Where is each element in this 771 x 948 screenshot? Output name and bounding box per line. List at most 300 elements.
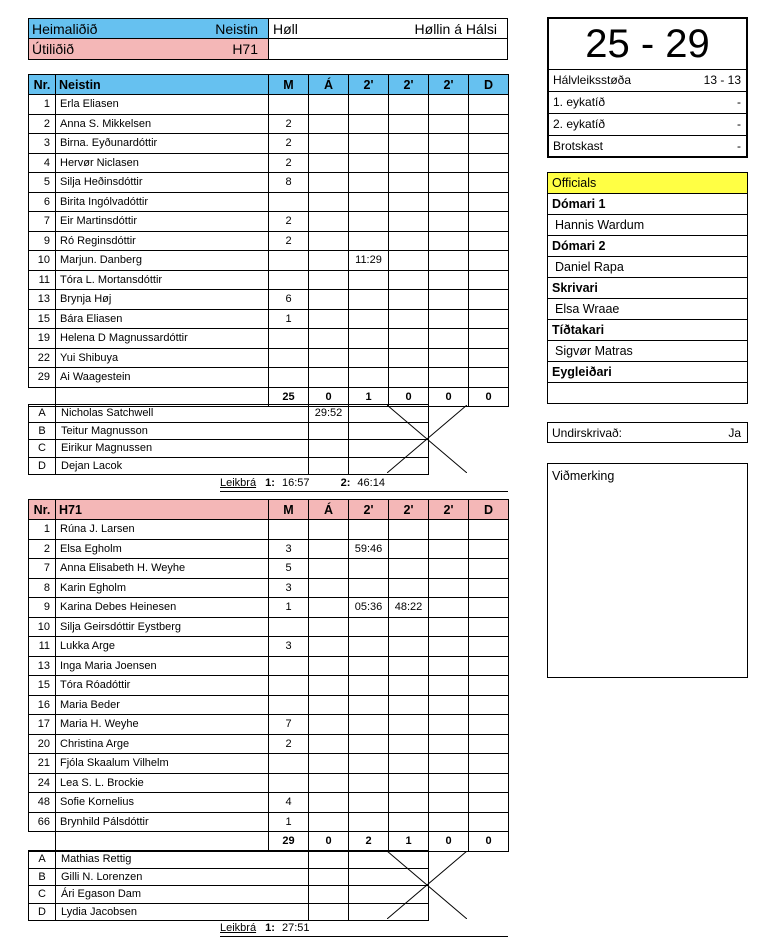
player-a bbox=[309, 617, 349, 637]
player-nr: 19 bbox=[29, 329, 56, 349]
player-row bbox=[29, 329, 509, 349]
player-name: Rúna J. Larsen bbox=[56, 520, 269, 540]
player-s1 bbox=[349, 734, 389, 754]
player-row bbox=[29, 715, 509, 735]
home-timeout-1-key: 1: bbox=[265, 477, 275, 489]
player-name: Birita Ingólvadóttir bbox=[56, 192, 269, 212]
home-label: Heimaliðið bbox=[32, 21, 98, 37]
player-s1 bbox=[349, 290, 389, 310]
away-totals-row bbox=[29, 832, 509, 852]
player-m bbox=[269, 695, 309, 715]
player-nr: 10 bbox=[29, 251, 56, 271]
player-row bbox=[29, 231, 509, 251]
player-a bbox=[309, 539, 349, 559]
remarks-box[interactable] bbox=[547, 463, 748, 678]
player-s3 bbox=[429, 617, 469, 637]
home-timeout-1-value: 16:57 bbox=[281, 477, 310, 489]
player-row bbox=[29, 95, 509, 115]
player-name: Christina Arge bbox=[56, 734, 269, 754]
player-a bbox=[309, 153, 349, 173]
player-m bbox=[269, 251, 309, 271]
official-warning: 29:52 bbox=[309, 405, 349, 423]
player-m: 2 bbox=[269, 134, 309, 154]
away-timeout-1-key: 1: bbox=[265, 922, 275, 934]
score-row-value: - bbox=[737, 139, 741, 153]
player-s3 bbox=[429, 329, 469, 349]
official-role: Dómari 2 bbox=[548, 236, 747, 257]
player-s2 bbox=[389, 734, 429, 754]
official-letter: A bbox=[29, 851, 56, 869]
player-d bbox=[469, 617, 509, 637]
player-s3 bbox=[429, 290, 469, 310]
player-s3 bbox=[429, 695, 469, 715]
player-m: 2 bbox=[269, 153, 309, 173]
player-nr: 66 bbox=[29, 812, 56, 832]
total-s2: 1 bbox=[389, 832, 429, 852]
player-s3 bbox=[429, 173, 469, 193]
player-m bbox=[269, 368, 309, 388]
official-person: Elsa Wraae bbox=[548, 299, 747, 320]
player-s1 bbox=[349, 231, 389, 251]
home-officials-cross bbox=[387, 405, 467, 473]
player-m bbox=[269, 95, 309, 115]
team-official-row bbox=[29, 422, 429, 440]
player-a bbox=[309, 309, 349, 329]
player-nr: 13 bbox=[29, 290, 56, 310]
player-s2 bbox=[389, 212, 429, 232]
player-a bbox=[309, 520, 349, 540]
player-a bbox=[309, 348, 349, 368]
player-d bbox=[469, 329, 509, 349]
official-role: Eygleiðari bbox=[548, 362, 747, 383]
total-s3: 0 bbox=[429, 832, 469, 852]
player-s1 bbox=[349, 676, 389, 696]
official-role: Tíðtakari bbox=[548, 320, 747, 341]
player-s2 bbox=[389, 95, 429, 115]
player-s2 bbox=[389, 368, 429, 388]
player-d bbox=[469, 153, 509, 173]
player-name: Maria H. Weyhe bbox=[56, 715, 269, 735]
player-a bbox=[309, 290, 349, 310]
player-name: Elsa Egholm bbox=[56, 539, 269, 559]
match-header bbox=[28, 18, 508, 60]
player-name: Maria Beder bbox=[56, 695, 269, 715]
player-s2 bbox=[389, 754, 429, 774]
player-s3 bbox=[429, 251, 469, 271]
player-m bbox=[269, 270, 309, 290]
player-m bbox=[269, 754, 309, 774]
official-letter: C bbox=[29, 886, 56, 904]
player-s1 bbox=[349, 114, 389, 134]
player-s2 bbox=[389, 173, 429, 193]
player-d bbox=[469, 134, 509, 154]
player-nr: 3 bbox=[29, 134, 56, 154]
official-warning bbox=[309, 440, 349, 458]
official-name: Nicholas Satchwell bbox=[56, 405, 309, 423]
score-row bbox=[549, 91, 746, 112]
player-name: Bára Eliasen bbox=[56, 309, 269, 329]
player-s1 bbox=[349, 309, 389, 329]
team-official-row bbox=[29, 903, 429, 921]
player-nr: 11 bbox=[29, 270, 56, 290]
player-a bbox=[309, 329, 349, 349]
away-team-cell bbox=[29, 39, 269, 59]
player-s1 bbox=[349, 715, 389, 735]
player-d bbox=[469, 715, 509, 735]
player-d bbox=[469, 95, 509, 115]
total-m: 29 bbox=[269, 832, 309, 852]
score-row-label: Hálvleiksstøða bbox=[553, 73, 632, 87]
player-s2 bbox=[389, 559, 429, 579]
player-a bbox=[309, 656, 349, 676]
player-s3 bbox=[429, 559, 469, 579]
player-row bbox=[29, 539, 509, 559]
player-s2 bbox=[389, 520, 429, 540]
signed-label: Undirskrivað: bbox=[552, 426, 623, 440]
player-s1 bbox=[349, 812, 389, 832]
away-header-a: Á bbox=[309, 500, 349, 520]
player-s2 bbox=[389, 231, 429, 251]
player-s3 bbox=[429, 95, 469, 115]
player-nr: 24 bbox=[29, 773, 56, 793]
home-timeout-2-key: 2: bbox=[340, 477, 351, 489]
player-s3 bbox=[429, 114, 469, 134]
player-d bbox=[469, 656, 509, 676]
player-s1 bbox=[349, 754, 389, 774]
team-official-row bbox=[29, 440, 429, 458]
official-role: Skrivari bbox=[548, 278, 747, 299]
player-s2 bbox=[389, 637, 429, 657]
total-a: 0 bbox=[309, 832, 349, 852]
player-a bbox=[309, 793, 349, 813]
player-m bbox=[269, 329, 309, 349]
player-a bbox=[309, 173, 349, 193]
player-nr: 6 bbox=[29, 192, 56, 212]
player-d bbox=[469, 793, 509, 813]
away-officials-table bbox=[28, 850, 429, 921]
player-name: Anna S. Mikkelsen bbox=[56, 114, 269, 134]
away-header-s2: 2' bbox=[389, 500, 429, 520]
home-header-d: D bbox=[469, 75, 509, 95]
player-nr: 20 bbox=[29, 734, 56, 754]
player-s2 bbox=[389, 539, 429, 559]
player-d bbox=[469, 114, 509, 134]
totals-blank bbox=[56, 832, 269, 852]
player-name: Karina Debes Heinesen bbox=[56, 598, 269, 618]
player-d bbox=[469, 309, 509, 329]
player-a bbox=[309, 734, 349, 754]
final-score: 25 - 29 bbox=[585, 22, 710, 66]
team-official-row bbox=[29, 868, 429, 886]
home-header-nr: Nr. bbox=[29, 75, 56, 95]
player-m bbox=[269, 676, 309, 696]
player-s2 bbox=[389, 329, 429, 349]
officials-panel bbox=[547, 172, 748, 404]
player-s1: 59:46 bbox=[349, 539, 389, 559]
player-nr: 22 bbox=[29, 348, 56, 368]
player-m: 2 bbox=[269, 114, 309, 134]
player-row bbox=[29, 656, 509, 676]
official-person: Daniel Rapa bbox=[548, 257, 747, 278]
player-row bbox=[29, 520, 509, 540]
player-m bbox=[269, 773, 309, 793]
player-s1 bbox=[349, 520, 389, 540]
official-warning bbox=[309, 868, 349, 886]
player-s3 bbox=[429, 715, 469, 735]
player-m bbox=[269, 617, 309, 637]
home-header-row bbox=[29, 75, 509, 95]
player-s2 bbox=[389, 290, 429, 310]
away-row bbox=[29, 39, 507, 59]
player-s3 bbox=[429, 539, 469, 559]
player-a bbox=[309, 773, 349, 793]
totals-blank bbox=[29, 832, 56, 852]
player-d bbox=[469, 598, 509, 618]
player-s3 bbox=[429, 754, 469, 774]
player-s1 bbox=[349, 656, 389, 676]
player-s3 bbox=[429, 812, 469, 832]
player-a bbox=[309, 114, 349, 134]
away-header-nr: Nr. bbox=[29, 500, 56, 520]
player-s2 bbox=[389, 812, 429, 832]
player-nr: 29 bbox=[29, 368, 56, 388]
player-nr: 7 bbox=[29, 212, 56, 232]
player-s1 bbox=[349, 578, 389, 598]
home-header-team: Neistin bbox=[56, 75, 269, 95]
player-s1 bbox=[349, 95, 389, 115]
player-a bbox=[309, 598, 349, 618]
official-name: Teitur Magnusson bbox=[56, 422, 309, 440]
player-row bbox=[29, 578, 509, 598]
player-row bbox=[29, 114, 509, 134]
player-row bbox=[29, 368, 509, 388]
player-m: 3 bbox=[269, 637, 309, 657]
home-header-s1: 2' bbox=[349, 75, 389, 95]
player-s1 bbox=[349, 329, 389, 349]
player-row bbox=[29, 617, 509, 637]
team-official-row bbox=[29, 851, 429, 869]
player-nr: 48 bbox=[29, 793, 56, 813]
official-warning bbox=[309, 903, 349, 921]
player-d bbox=[469, 695, 509, 715]
player-name: Yui Shibuya bbox=[56, 348, 269, 368]
official-letter: C bbox=[29, 440, 56, 458]
player-s3 bbox=[429, 520, 469, 540]
home-header-m: M bbox=[269, 75, 309, 95]
player-nr: 1 bbox=[29, 520, 56, 540]
official-name: Lydia Jacobsen bbox=[56, 903, 309, 921]
score-row bbox=[549, 113, 746, 134]
player-m: 3 bbox=[269, 539, 309, 559]
official-letter: D bbox=[29, 903, 56, 921]
player-name: Silja Geirsdóttir Eystberg bbox=[56, 617, 269, 637]
player-m: 4 bbox=[269, 793, 309, 813]
player-s2 bbox=[389, 348, 429, 368]
player-name: Brynja Høj bbox=[56, 290, 269, 310]
total-s1: 1 bbox=[349, 387, 389, 407]
away-header-row bbox=[29, 500, 509, 520]
home-row bbox=[29, 19, 507, 39]
player-m: 2 bbox=[269, 734, 309, 754]
away-header-team: H71 bbox=[56, 500, 269, 520]
player-d bbox=[469, 578, 509, 598]
player-d bbox=[469, 812, 509, 832]
team-official-row bbox=[29, 457, 429, 475]
away-header-m: M bbox=[269, 500, 309, 520]
player-d bbox=[469, 520, 509, 540]
player-row bbox=[29, 270, 509, 290]
player-name: Karin Egholm bbox=[56, 578, 269, 598]
player-d bbox=[469, 754, 509, 774]
player-s1 bbox=[349, 695, 389, 715]
score-row-value: - bbox=[737, 95, 741, 109]
player-row bbox=[29, 251, 509, 271]
official-name: Mathias Rettig bbox=[56, 851, 309, 869]
player-row bbox=[29, 559, 509, 579]
player-row bbox=[29, 695, 509, 715]
player-d bbox=[469, 290, 509, 310]
home-team-name: Neistin bbox=[215, 21, 258, 37]
score-row-label: Brotskast bbox=[553, 139, 604, 153]
player-name: Ai Waagestein bbox=[56, 368, 269, 388]
player-row bbox=[29, 134, 509, 154]
player-a bbox=[309, 251, 349, 271]
player-s3 bbox=[429, 348, 469, 368]
official-letter: D bbox=[29, 457, 56, 475]
player-s3 bbox=[429, 734, 469, 754]
player-name: Hervør Niclasen bbox=[56, 153, 269, 173]
player-s1 bbox=[349, 773, 389, 793]
home-timeout-line bbox=[220, 477, 508, 492]
player-s2 bbox=[389, 695, 429, 715]
player-s2 bbox=[389, 715, 429, 735]
official-warning bbox=[309, 422, 349, 440]
player-d bbox=[469, 773, 509, 793]
total-s1: 2 bbox=[349, 832, 389, 852]
player-s1 bbox=[349, 368, 389, 388]
home-team-cell bbox=[29, 19, 269, 39]
away-header-d: D bbox=[469, 500, 509, 520]
player-row bbox=[29, 212, 509, 232]
player-s2 bbox=[389, 676, 429, 696]
official-warning bbox=[309, 851, 349, 869]
player-s1 bbox=[349, 212, 389, 232]
player-name: Silja Heðinsdóttir bbox=[56, 173, 269, 193]
player-name: Lukka Arge bbox=[56, 637, 269, 657]
player-s3 bbox=[429, 773, 469, 793]
player-m: 2 bbox=[269, 231, 309, 251]
score-row bbox=[549, 135, 746, 156]
signed-value: Ja bbox=[728, 426, 741, 440]
player-nr: 2 bbox=[29, 114, 56, 134]
player-s2 bbox=[389, 270, 429, 290]
player-d bbox=[469, 676, 509, 696]
player-nr: 13 bbox=[29, 656, 56, 676]
player-m: 1 bbox=[269, 812, 309, 832]
home-players-table bbox=[28, 74, 509, 407]
team-official-row bbox=[29, 405, 429, 423]
player-s3 bbox=[429, 192, 469, 212]
away-players-table bbox=[28, 499, 509, 852]
player-name: Birna. Eyðunardóttir bbox=[56, 134, 269, 154]
player-s2 bbox=[389, 773, 429, 793]
player-nr: 10 bbox=[29, 617, 56, 637]
player-s2 bbox=[389, 578, 429, 598]
home-header-a: Á bbox=[309, 75, 349, 95]
venue-cell bbox=[269, 19, 507, 39]
player-s3 bbox=[429, 134, 469, 154]
player-nr: 11 bbox=[29, 637, 56, 657]
player-name: Lea S. L. Brockie bbox=[56, 773, 269, 793]
player-name: Helena D Magnussardóttir bbox=[56, 329, 269, 349]
player-a bbox=[309, 95, 349, 115]
player-d bbox=[469, 559, 509, 579]
player-row bbox=[29, 173, 509, 193]
player-nr: 15 bbox=[29, 676, 56, 696]
player-s1 bbox=[349, 617, 389, 637]
player-m: 2 bbox=[269, 212, 309, 232]
player-s1 bbox=[349, 793, 389, 813]
player-row bbox=[29, 290, 509, 310]
player-a bbox=[309, 212, 349, 232]
player-a bbox=[309, 192, 349, 212]
player-name: Eir Martinsdóttir bbox=[56, 212, 269, 232]
player-m: 3 bbox=[269, 578, 309, 598]
official-person bbox=[548, 383, 747, 404]
player-a bbox=[309, 695, 349, 715]
remarks-label: Viðmerking bbox=[552, 469, 615, 483]
official-warning bbox=[309, 457, 349, 475]
player-s3 bbox=[429, 676, 469, 696]
venue-type: Høll bbox=[273, 21, 298, 37]
home-officials-table bbox=[28, 404, 429, 475]
player-s2 bbox=[389, 309, 429, 329]
player-a bbox=[309, 812, 349, 832]
player-s3 bbox=[429, 231, 469, 251]
player-name: Sofie Kornelius bbox=[56, 793, 269, 813]
player-nr: 7 bbox=[29, 559, 56, 579]
player-nr: 21 bbox=[29, 754, 56, 774]
player-name: Tóra L. Mortansdóttir bbox=[56, 270, 269, 290]
player-s3 bbox=[429, 212, 469, 232]
player-nr: 2 bbox=[29, 539, 56, 559]
player-s2 bbox=[389, 153, 429, 173]
player-a bbox=[309, 754, 349, 774]
player-nr: 1 bbox=[29, 95, 56, 115]
player-s3 bbox=[429, 368, 469, 388]
player-m: 5 bbox=[269, 559, 309, 579]
player-d bbox=[469, 212, 509, 232]
score-row-label: 1. eykatíð bbox=[553, 95, 606, 109]
official-warning bbox=[309, 886, 349, 904]
player-nr: 9 bbox=[29, 231, 56, 251]
total-s2: 0 bbox=[389, 387, 429, 407]
total-d: 0 bbox=[469, 387, 509, 407]
player-s2 bbox=[389, 192, 429, 212]
player-s1 bbox=[349, 348, 389, 368]
total-m: 25 bbox=[269, 387, 309, 407]
player-name: Tóra Róadóttir bbox=[56, 676, 269, 696]
player-row bbox=[29, 773, 509, 793]
away-officials-cross bbox=[387, 851, 467, 919]
player-m bbox=[269, 348, 309, 368]
player-name: Fjóla Skaalum Vilhelm bbox=[56, 754, 269, 774]
player-name: Erla Eliasen bbox=[56, 95, 269, 115]
away-header-s1: 2' bbox=[349, 500, 389, 520]
away-timeout-line bbox=[220, 922, 508, 937]
score-row bbox=[549, 69, 746, 90]
player-s2 bbox=[389, 134, 429, 154]
